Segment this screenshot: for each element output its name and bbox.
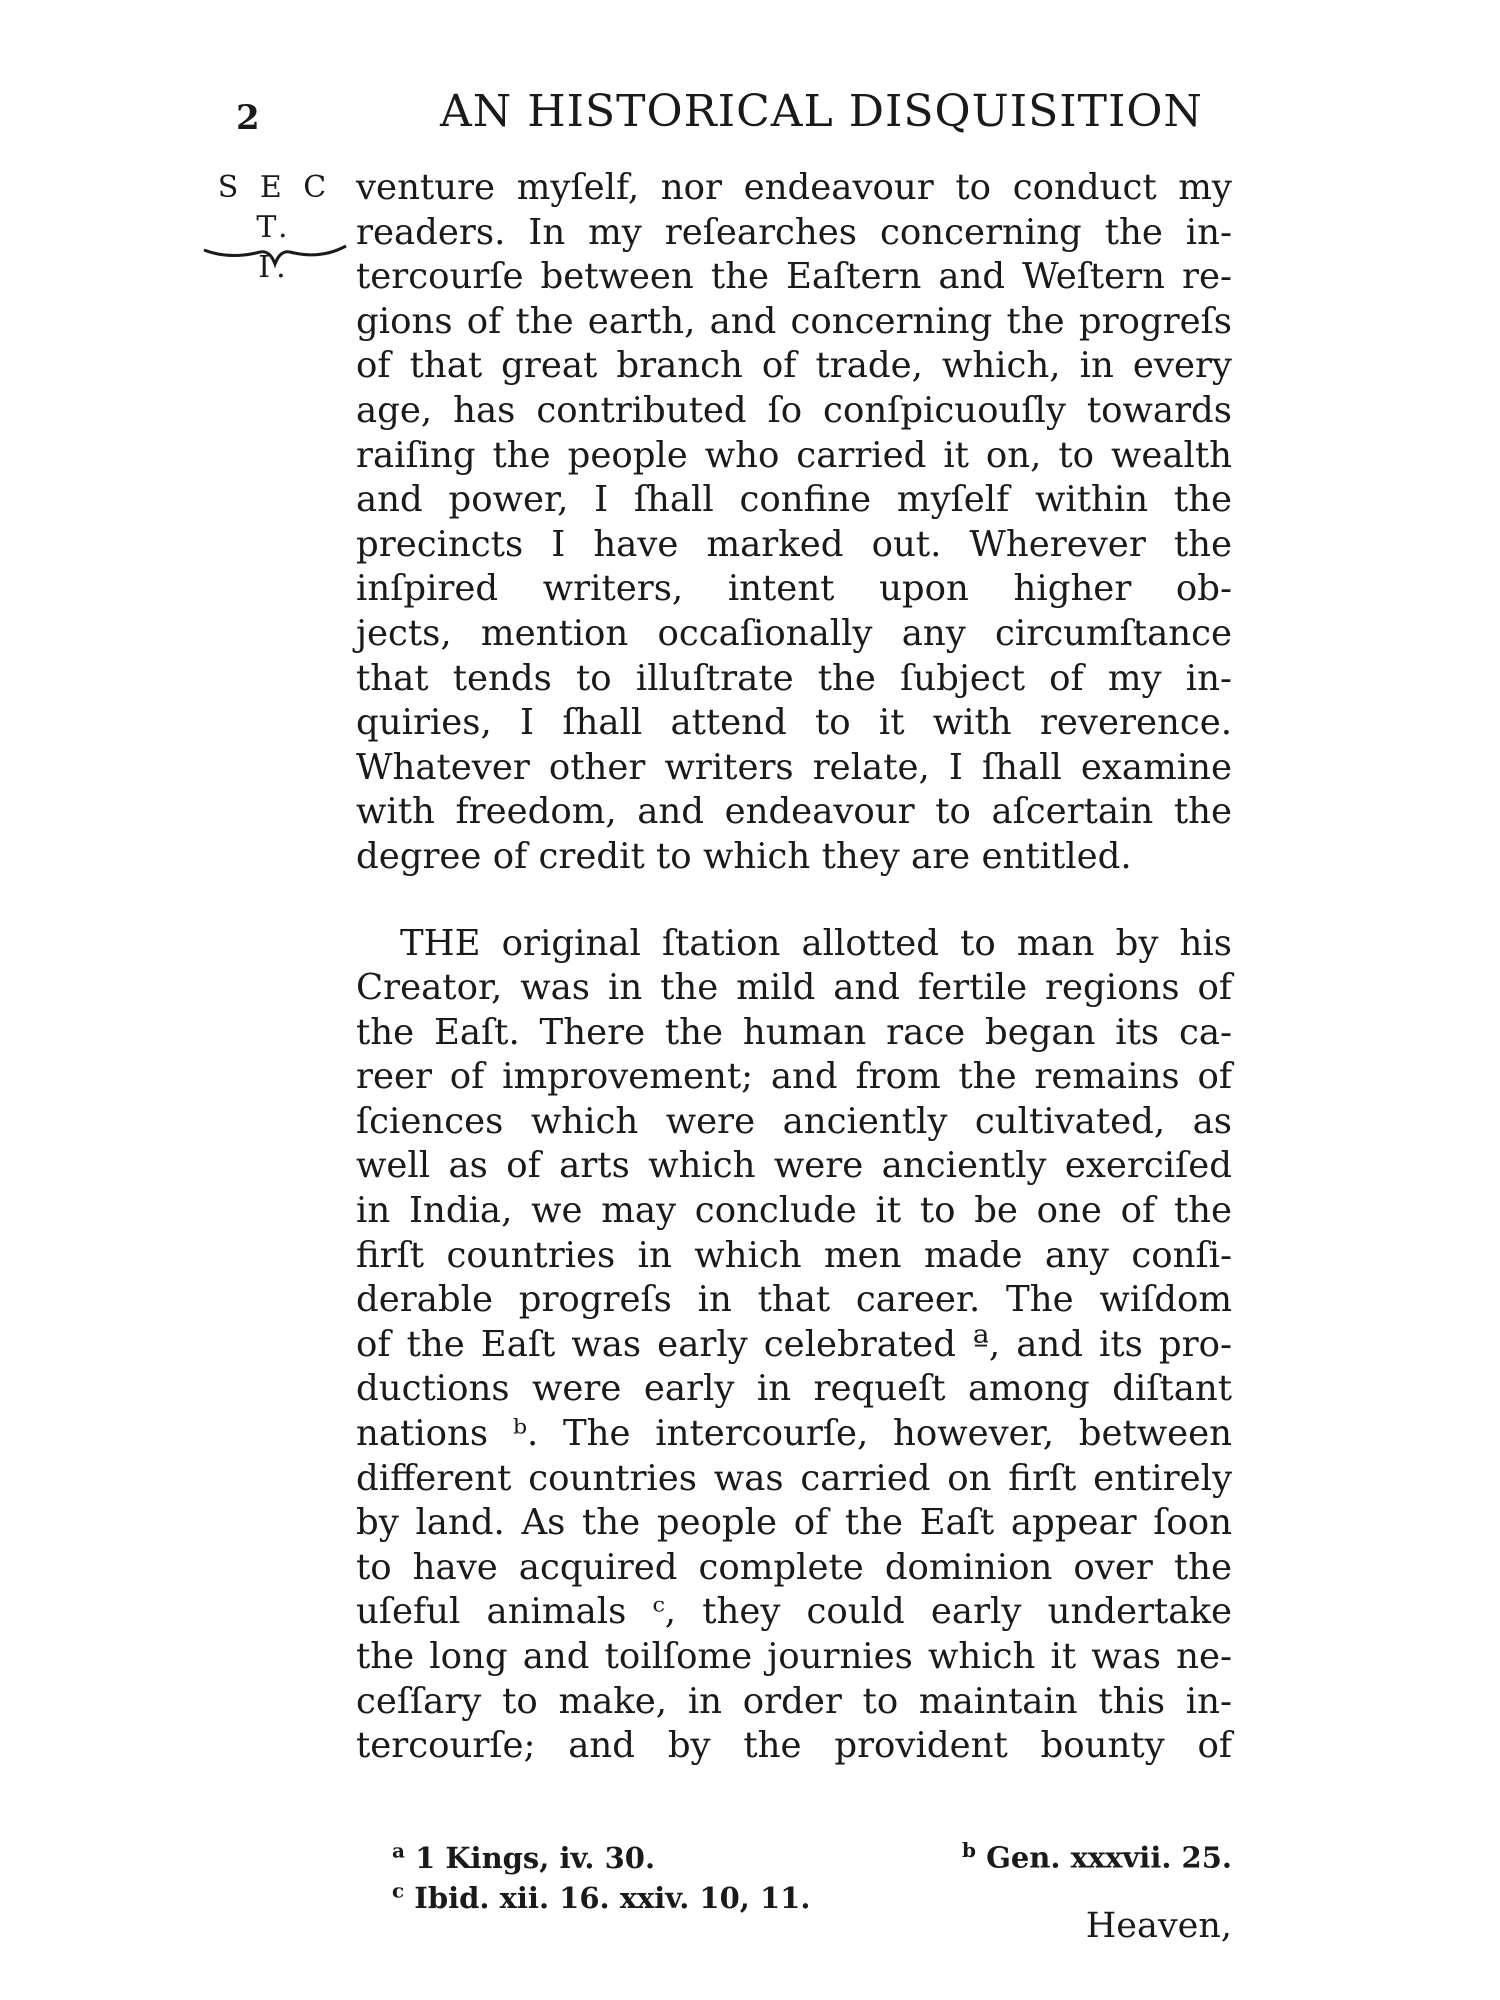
text-line: derable progreſs in that career. The wiſdom	[356, 1279, 1232, 1321]
page-number: 2	[236, 98, 260, 138]
text-line: ſciences which were anciently cultivated, as	[356, 1100, 1232, 1142]
text-line: to have acquired complete dominion over the	[356, 1546, 1232, 1588]
section-number: I.	[258, 250, 292, 285]
text-line: with freedom, and endeavour to aſcertain the	[356, 791, 1232, 833]
text-line: venture myſelf, nor endeavour to conduct my	[356, 167, 1232, 208]
margin-brace-ornament	[200, 242, 350, 272]
text-line: ceſſary to make, in order to maintain this in-	[356, 1680, 1232, 1722]
text-line: precincts I have marked out. Wherever the	[356, 523, 1232, 565]
body-text	[356, 166, 1232, 1769]
text-line: degree of credit to which they are entitled.	[356, 835, 1132, 877]
text-line: readers. In my reſearches concerning the in-	[356, 211, 1232, 253]
running-title: AN HISTORICAL DISQUISITION	[440, 86, 1203, 137]
text-line: THE original ſtation allotted to man by his	[400, 922, 1232, 964]
text-line: by land. As the people of the Eaſt appear ſoon	[356, 1502, 1232, 1544]
text-line: the long and toilſome journies which it was ne-	[356, 1636, 1232, 1677]
text-line: in India, we may conclude it to be one of the	[356, 1190, 1232, 1232]
footnote-row	[392, 1870, 1232, 1915]
footnote-c	[392, 1878, 811, 1915]
text-line: uſeful animals ᶜ, they could early undertake	[356, 1591, 1232, 1633]
text-line: Whatever other writers relate, I ſhall examine	[356, 746, 1232, 788]
text-line: tercourſe between the Eaſtern and Weſtern re-	[356, 256, 1232, 298]
footnotes	[392, 1830, 1232, 1915]
text-line: tercourſe; and by the provident bounty of	[356, 1725, 1232, 1767]
text-line: and power, I ſhall confine myſelf within the	[356, 479, 1232, 521]
text-line: of that great branch of trade, which, in every	[356, 345, 1232, 387]
text-line: ductions were early in requeſt among diſtant	[356, 1368, 1232, 1410]
paragraph-2	[356, 922, 1232, 1769]
footnote-text: Gen. xxxvii. 25.	[986, 1840, 1232, 1875]
footnote-text: 1 Kings, iv. 30.	[415, 1840, 656, 1875]
text-line: jects, mention occaſionally any circumſtance	[356, 612, 1232, 654]
text-line: firſt countries in which men made any conſi-	[356, 1234, 1232, 1276]
paragraph-gap	[356, 880, 1232, 922]
footnote-text: Ibid. xii. 16. xxiv. 10, 11.	[414, 1880, 811, 1915]
paragraph-1	[356, 166, 1232, 880]
text-line: of the Eaſt was early celebrated ª, and its pro-	[356, 1323, 1232, 1365]
text-line: reer of improvement; and from the remains of	[356, 1056, 1232, 1098]
text-line: raiſing the people who carried it on, to wealth	[356, 434, 1232, 476]
text-line: that tends to illuſtrate the ſubject of my in-	[356, 657, 1232, 699]
section-label: S E C T.	[217, 170, 333, 245]
text-line: different countries was carried on firſt entirely	[356, 1457, 1232, 1499]
text-line: nations ᵇ. The intercourſe, however, between	[356, 1413, 1232, 1455]
footnote-marker: b	[962, 1838, 976, 1862]
footnote-row	[392, 1830, 1232, 1875]
footnote-marker: c	[392, 1878, 405, 1902]
text-line: the Eaſt. There the human race began its ca-	[356, 1011, 1232, 1053]
catchword: Heaven,	[1085, 1906, 1232, 1946]
text-line: quiries, I ſhall attend to it with reverence.	[356, 702, 1232, 744]
text-line: Creator, was in the mild and fertile regions of	[356, 967, 1232, 1009]
text-line: age, has contributed ſo conſpicuouſly towards	[356, 389, 1232, 431]
text-line: gions of the earth, and concerning the progreſs	[356, 300, 1232, 342]
footnote-marker: a	[392, 1838, 405, 1862]
text-line: well as of arts which were anciently exerciſed	[356, 1145, 1232, 1187]
text-line: inſpired writers, intent upon higher ob-	[356, 568, 1232, 610]
